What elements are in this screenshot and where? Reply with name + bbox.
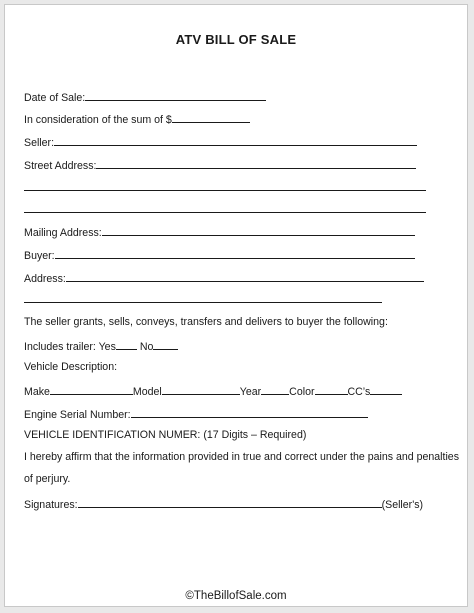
mailing-address-row [24,224,415,240]
trailer-yes-blank[interactable] [116,338,137,350]
bill-of-sale-page [4,4,468,607]
mailing-address-label: Mailing Address: [24,227,102,239]
buyer-blank[interactable] [55,247,415,259]
vin-label: VEHICLE IDENTIFICATION NUMER: (17 Digits – Required) [24,429,307,441]
document-title: ATV BILL OF SALE [175,32,297,47]
date-of-sale-label: Date of Sale: [24,92,86,104]
street-address-blank-line-3[interactable] [24,212,426,213]
ccs-blank[interactable] [370,383,402,395]
model-label: Model [132,386,162,398]
mailing-address-blank[interactable] [102,224,415,236]
signatures-row [24,496,423,512]
affirmation-line-1: I hereby affirm that the information provided in true and correct under the pains and penalties [24,451,459,463]
seller-signature-blank[interactable] [78,496,382,508]
consideration-blank[interactable] [172,111,250,123]
sellers-label: (Seller's) [381,499,424,511]
footer-copyright: ©TheBillofSale.com [185,590,287,602]
buyer-label: Buyer: [24,250,55,262]
trailer-row [24,338,178,354]
seller-label: Seller: [24,137,55,149]
street-address-blank[interactable] [96,157,416,169]
date-of-sale-blank[interactable] [85,89,266,101]
seller-row [24,134,417,150]
make-blank[interactable] [50,383,133,395]
seller-blank[interactable] [54,134,417,146]
street-address-label: Street Address: [24,160,97,172]
consideration-row [24,111,250,127]
address-label: Address: [24,273,66,285]
trailer-no-label: No [139,341,154,353]
color-label: Color [289,386,315,398]
vehicle-description-label: Vehicle Description: [24,361,118,373]
engine-serial-blank[interactable] [131,406,368,418]
street-address-row [24,157,416,173]
date-of-sale-row [24,89,266,105]
grants-statement: The seller grants, sells, conveys, transfers and delivers to buyer the following: [24,316,388,328]
year-label: Year [239,386,262,398]
trailer-no-blank[interactable] [153,338,178,350]
address-row [24,270,424,286]
engine-serial-row [24,406,368,422]
signatures-label: Signatures: [24,499,78,511]
vehicle-details-row [24,383,402,399]
address-blank-line-2[interactable] [24,302,382,303]
affirmation-line-2: of perjury. [24,473,71,485]
street-address-blank-line-2[interactable] [24,190,426,191]
includes-trailer-label: Includes trailer: Yes [24,341,116,353]
engine-serial-label: Engine Serial Number: [24,409,131,421]
address-blank[interactable] [66,270,424,282]
buyer-row [24,247,415,263]
color-blank[interactable] [315,383,348,395]
model-blank[interactable] [162,383,240,395]
consideration-label: In consideration of the sum of $ [24,114,172,126]
make-label: Make [24,386,50,398]
ccs-label: CC’s [347,386,371,398]
year-blank[interactable] [261,383,289,395]
